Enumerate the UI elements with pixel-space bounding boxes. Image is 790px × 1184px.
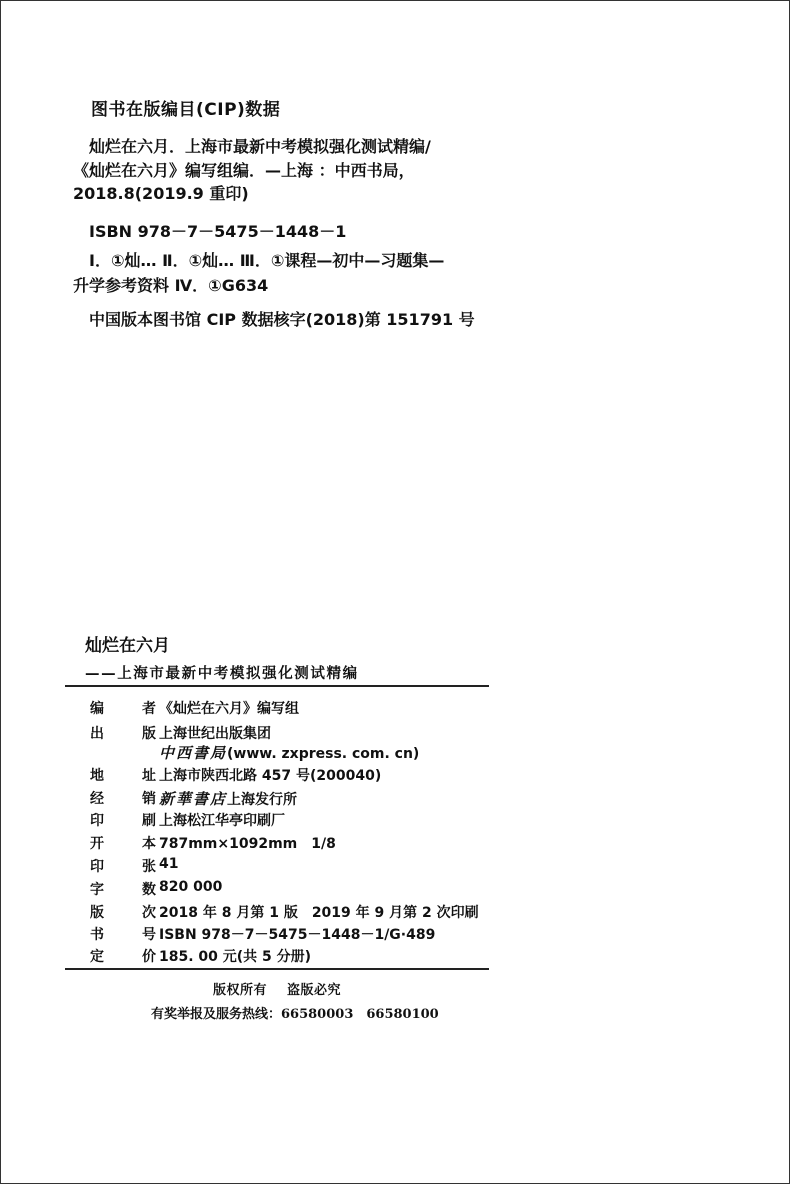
cip-subject-2: 升学参考资料 Ⅳ．①G634 — [73, 276, 269, 295]
imprint-row-price: 定 价 185. 00 元(共 5 分册) — [90, 949, 312, 965]
imprint-row-wordcount: 字 数 820 000 — [90, 879, 223, 898]
cip-isbn: ISBN 978－7－5475－1448－1 — [89, 222, 347, 241]
cip-number: 中国版本图书馆 CIP 数据核字(2018)第 151791 号 — [89, 310, 475, 329]
imprint-row-distributor: 经 销 新華書店上海发行所 — [90, 790, 298, 808]
book-subtitle: ——上海市最新中考模拟强化测试精编 — [85, 666, 359, 682]
imprint-row-printer: 印 刷 上海松江华亭印刷厂 — [90, 813, 285, 829]
report-hotline: 有奖举报及服务热线：66580003 66580100 — [151, 1007, 439, 1022]
xinhua-logo: 新華書店 — [159, 790, 228, 808]
cip-heading: 图书在版编目(CIP)数据 — [91, 100, 281, 120]
cip-line-2: 《灿烂在六月》编写组编．—上海 ：中西书局， — [73, 161, 415, 180]
imprint-row-edition: 版 次 2018 年 8 月第 1 版 2019 年 9 月第 2 次印刷 — [90, 905, 479, 921]
book-title: 灿烂在六月 — [85, 636, 170, 656]
top-rule — [65, 685, 489, 687]
rights-notice: 版权所有 盗版必究 — [213, 983, 342, 998]
imprint-row-publisher: 出 版 上海世纪出版集团 — [90, 726, 271, 742]
imprint-row-editor: 编 者 《灿烂在六月》编写组 — [90, 701, 299, 717]
cip-line-1: 灿烂在六月．上海市最新中考模拟强化测试精编/ — [89, 137, 431, 156]
imprint-row-address: 地 址 上海市陕西北路 457 号(200040) — [90, 768, 382, 784]
bottom-rule — [65, 968, 489, 970]
imprint-row-sheets: 印 张 41 — [90, 856, 179, 875]
imprint-row-isbn: 书 号 ISBN 978－7－5475－1448－1/G·489 — [90, 927, 436, 943]
imprint-row-publisher-brand: 中西書局(www. zxpress. com. cn) — [159, 744, 420, 762]
imprint-row-format: 开 本 787mm×1092mm 1/8 — [90, 836, 336, 852]
cip-subject-1: Ⅰ．①灿… Ⅱ．①灿… Ⅲ．①课程—初中—习题集— — [89, 251, 445, 270]
zhongxi-logo: 中西書局 — [159, 744, 228, 762]
cip-line-3: 2018.8(2019.9 重印) — [73, 184, 249, 203]
